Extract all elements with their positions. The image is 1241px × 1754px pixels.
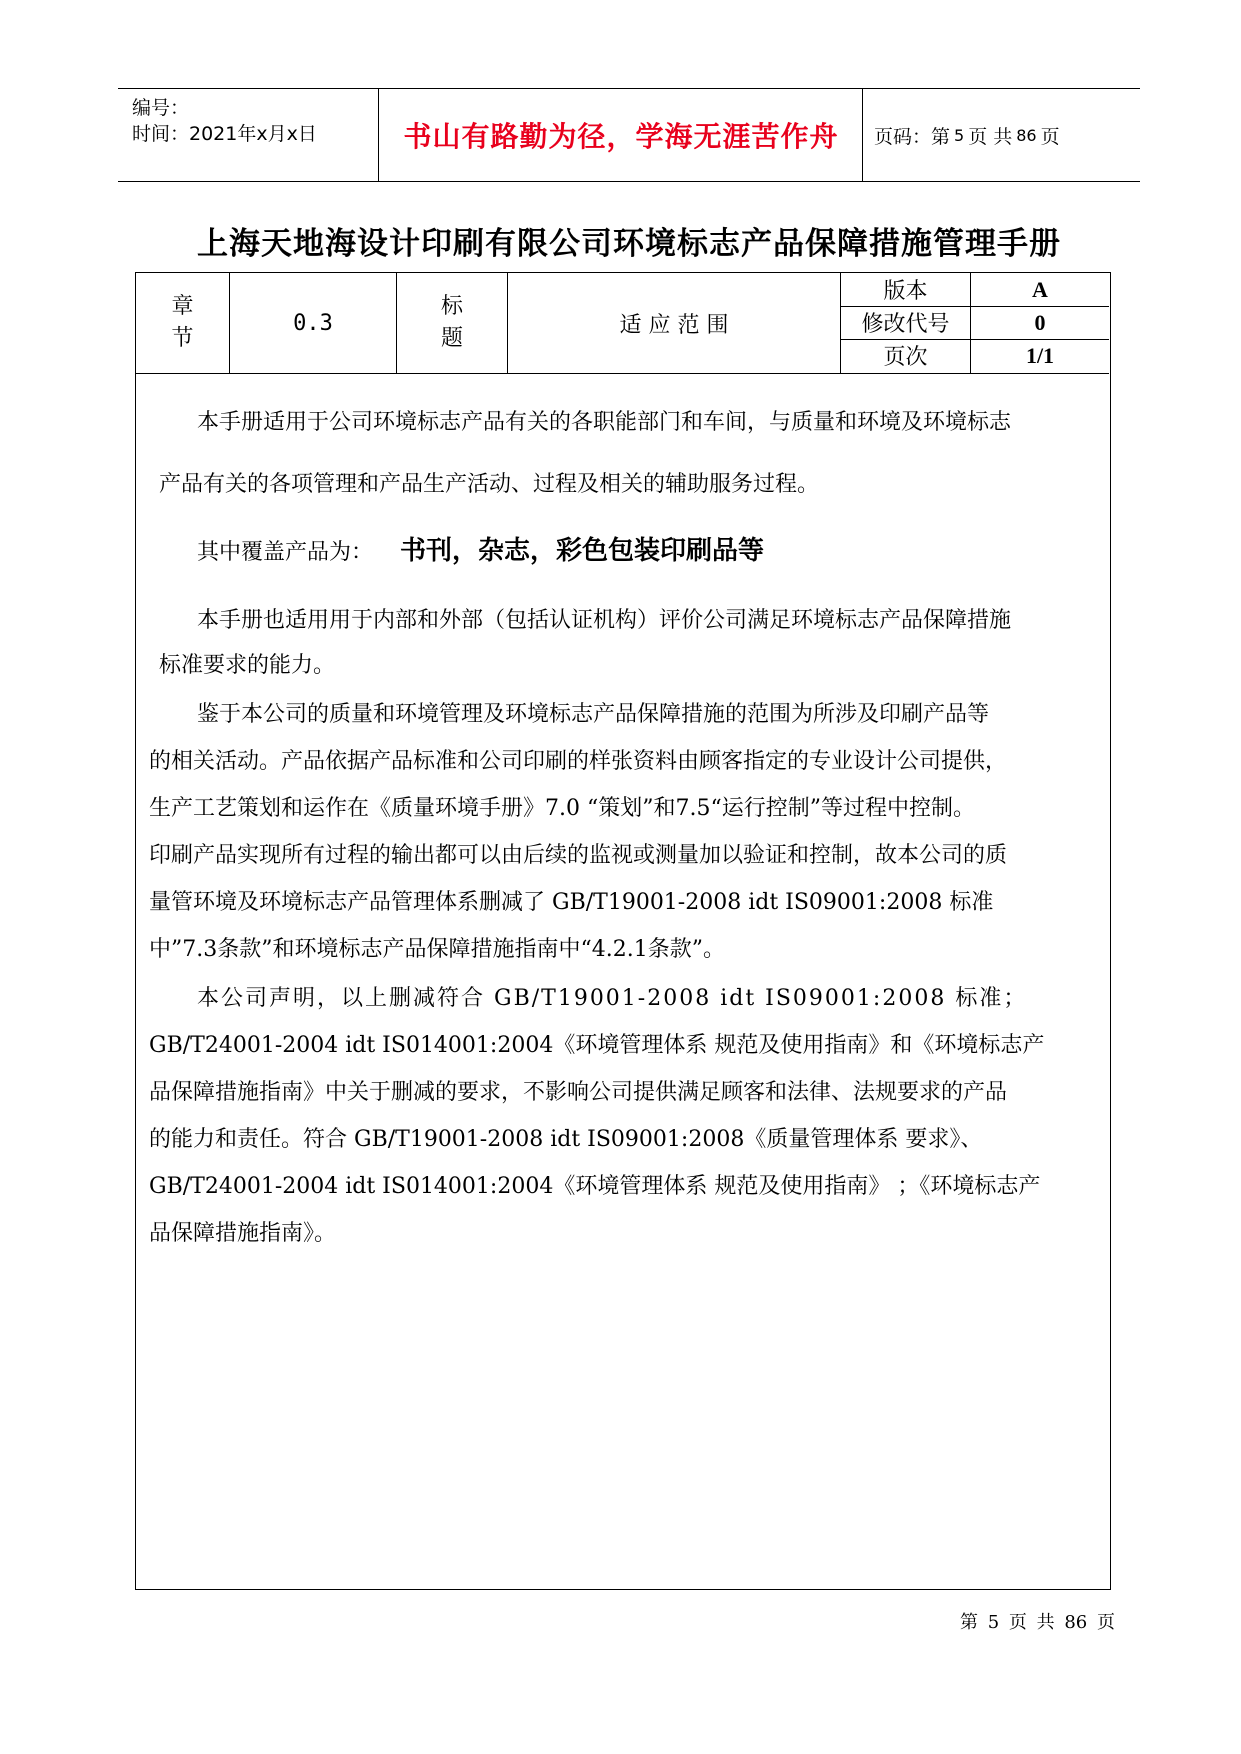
paragraph-line: 标准要求的能力。 [159,653,336,678]
paragraph-line: 量管环境及环境标志产品管理体系删减了 GB/T19001-2008 idt IS09001:2008 标准 [149,890,994,915]
revision-value: 0 [1034,309,1046,335]
chapter-label-char: 章 [171,294,194,319]
header-motto: 书山有路勤为径，学海无涯苦作舟 [403,120,839,153]
document-time: 时间：2021年x月x日 [132,123,317,145]
paragraph-line: 品保障措施指南》中关于删减的要求，不影响公司提供满足顾客和法律、法规要求的产品 [149,1080,1008,1105]
paragraph-line: 鉴于本公司的质量和环境管理及环境标志产品保障措施的范围为所涉及印刷产品等 [197,702,990,727]
chapter-label-char: 节 [171,326,194,351]
pages-value: 1/1 [1025,342,1055,368]
title-label-char: 标 [440,294,463,319]
page-label: 页码：第 [874,125,951,148]
page-end: 页 [1040,125,1060,148]
document-title: 上海天地海设计印刷有限公司环境标志产品保障措施管理手册 [197,226,1061,262]
page-mid: 页 共 [968,125,1013,148]
section-meta-table [136,273,1109,374]
header-page-info [874,89,1060,181]
document-header [118,88,1140,182]
header-meta [132,95,372,147]
paragraph-line: 本手册适用于公司环境标志产品有关的各职能部门和车间，与质量和环境及环境标志 [197,410,1012,435]
pages-label: 页次 [883,345,928,370]
chapter-label [136,273,229,373]
paragraph-line: 生产工艺策划和运作在《质量环境手册》7.0 “策划”和7.5“运行控制”等过程中控制。 [149,796,975,821]
paragraph-line: 中”7.3条款”和环境标志产品保障措施指南中“4.2.1条款”。 [149,937,725,962]
covered-products-value: 书刊，杂志，彩色包装印刷品等 [400,536,765,566]
paragraph-line: 的能力和责任。符合 GB/T19001-2008 idt IS09001:2008《质量管理体系 要求》、 [149,1127,983,1152]
paragraph-line: 品保障措施指南》。 [149,1221,337,1246]
paragraph-line: 的相关活动。产品依据产品标准和公司印刷的样张资料由顾客指定的专业设计公司提供， [149,749,1008,774]
manual-section-box [135,272,1111,1590]
paragraph-line: GB/T24001-2004 idt IS014001:2004《环境管理体系 规范及使用指南》和《环境标志产 [149,1033,1045,1058]
paragraph-line: 产品有关的各项管理和产品生产活动、过程及相关的辅助服务过程。 [159,472,820,497]
page-footer: 第 5 页 共 86 页 [960,1612,1115,1633]
covered-products-label: 其中覆盖产品为： [197,540,374,565]
title-label-char: 题 [440,326,463,351]
document-number-label: 编号： [132,97,190,119]
paragraph-line: 本手册也适用用于内部和外部（包括认证机构）评价公司满足环境标志产品保障措施 [197,608,1012,633]
page-total: 86 [1016,125,1037,145]
header-divider [378,89,379,181]
header-divider [862,89,863,181]
revision-label: 修改代号 [861,312,950,337]
page-current: 5 [954,125,965,145]
version-value: A [1032,276,1048,302]
paragraph-line: 本公司声明，以上删减符合 GB/T19001-2008 idt IS09001:2008 标准； [197,986,1028,1011]
section-title-value: 适 应 范 围 [619,312,729,338]
title-label [397,273,507,373]
paragraph-line: 印刷产品实现所有过程的输出都可以由后续的监视或测量加以验证和控制，故本公司的质 [149,843,1008,868]
version-label: 版本 [883,279,928,304]
paragraph-line: GB/T24001-2004 idt IS014001:2004《环境管理体系 规范及使用指南》 ；《环境标志产 [149,1174,1041,1199]
covered-products-line [197,530,1097,567]
chapter-value: 0.3 [293,310,333,336]
